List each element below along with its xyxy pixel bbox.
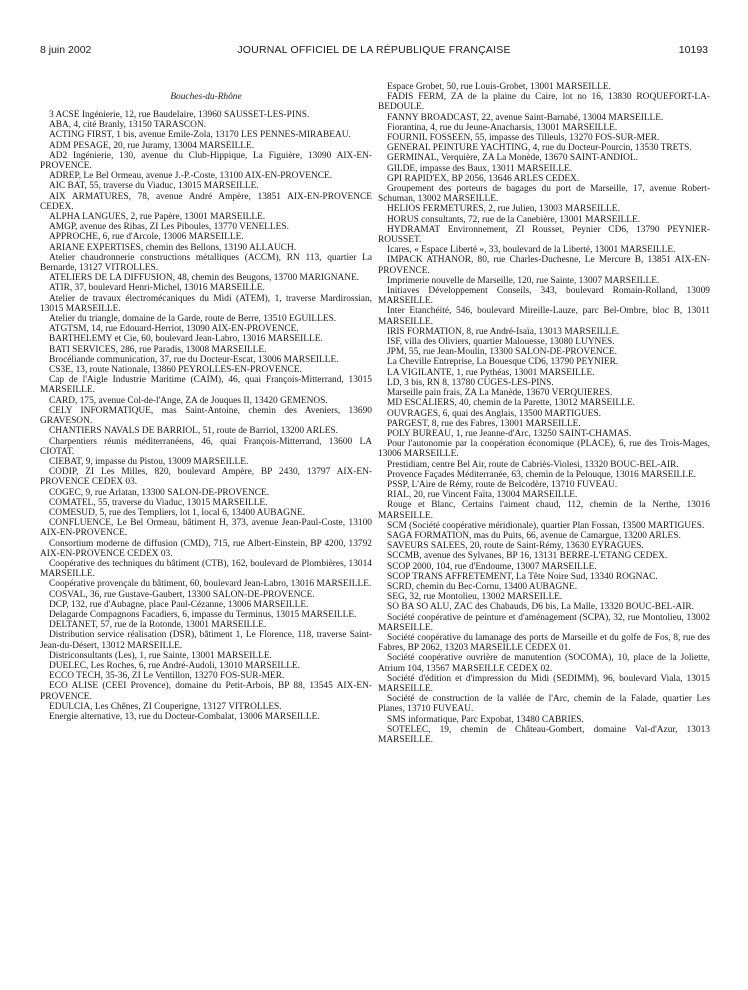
list-item: Initiaves Développement Conseils, 343, boulevard Romain-Rolland, 13009 MARSEILLE. [378,286,710,307]
list-item: DELTANET, 57, rue de la Rotonde, 13001 MARSEILLE. [49,620,267,631]
list-item: SOTELEC, 19, chemin de Château-Gombert, domaine Val-d'Azur, 13013 MARSEILLE. [378,724,710,745]
list-item: COMATEL, 55, traverse du Viaduc, 13015 MARSEILLE. [49,497,268,508]
list-item: ATIR, 37, boulevard Henri-Michel, 13016 MARSEILLE. [49,283,265,294]
list-item: SCCMB, avenue des Sylvanes, BP 16, 13131 BERRE-L'ETANG CEDEX. [387,551,668,562]
list-item: Consortium moderne de diffusion (CMD), 715, rue Albert-Einstein, BP 4200, 13792 AIX-EN-PROVENCE CEDEX 03. [40,538,372,559]
list-item: BATI SERVICES, 286, rue Paradis, 13008 MARSEILLE. [49,344,267,355]
list-item: Rouge et Blanc, Certains l'aiment chaud, 112, chemin de la Nerthe, 13016 MARSEILLE. [378,500,710,521]
list-item: DCP, 132, rue d'Aubagne, place Paul-Cézanne, 13006 MARSEILLE. [49,599,309,610]
list-item: ATELIERS DE LA DIFFUSION, 48, chemin des Beugons, 13700 MARIGNANE. [49,273,360,284]
list-item: Energie alternative, 13, rue du Docteur-Combalat, 13006 MARSEILLE. [49,711,320,722]
list-item: Atelier du triangle, domaine de la Garde, route de Berre, 13510 EGUILLES. [49,314,337,325]
list-item: 3 ACSE Ingénierie, 12, rue Baudelaire, 13960 SAUSSET-LES-PINS. [49,110,310,120]
list-item: ALPHA LANGUES, 2, rue Papère, 13001 MARSEILLE. [49,212,266,223]
list-item: Charpentiers réunis méditerranéens, 46, quai François-Mitterrand, 13600 LA CIOTAT. [40,436,372,457]
list-item: ABA, 4, cité Branly, 13150 TARASCON. [49,120,207,131]
list-item: HORUS consultants, 72, rue de la Canebière, 13001 MARSEILLE. [387,214,641,225]
list-item: SAVEURS SALEES, 20, route de Saint-Rémy, 13630 EYRAGUES. [387,541,644,552]
list-item: CIEBAT, 9, impasse du Pistou, 13009 MARSEILLE. [49,456,249,467]
list-item: GILDE, impasse des Baux, 13011 MARSEILLE. [387,163,573,174]
list-item: AIX ARMATURES, 78, avenue André Ampère, 13851 AIX-EN-PROVENCE CEDEX. [40,191,372,212]
list-item: AIC BAT, 55, traverse du Viaduc, 13015 MARSEILLE. [49,181,259,192]
list-item: ADREP, Le Bel Ormeau, avenue J.-P.-Coste, 13100 AIX-EN-PROVENCE. [49,171,333,182]
list-item: Pour l'autonomie par la coopération économique (PLACE), 6, rue des Trois-Mages, 13006 MARSEILLE. [378,439,710,460]
list-item: POLY BUREAU, 1, rue Jeanne-d'Arc, 13250 SAINT-CHAMAS. [387,428,632,439]
list-item: Société de construction de la vallée de l'Arc, chemin de la Falade, quartier Les Planes, 13710 FUVEAU. [378,694,710,715]
left-column [40,92,372,722]
list-item: SMS informatique, Parc Expobat, 13480 CABRIES. [387,714,584,725]
left-entry-list [40,110,372,722]
header-date: 8 juin 2002 [40,44,92,56]
list-item: Brocéliande communication, 37, rue du Docteur-Escat, 13006 MARSEILLE. [49,354,339,365]
list-item: SCOP 2000, 104, rue d'Endoume, 13007 MARSEILLE. [387,561,597,572]
list-item: SAGA FORMATION, mas du Puits, 66, avenue de Camargue, 13200 ARLES. [387,530,681,541]
list-item: JPM, 55, rue Jean-Moulin, 13300 SALON-DE-PROVENCE. [387,347,617,358]
list-item: Société coopérative ouvrière de manutention (SOCOMA), 10, place de la Joliette, Atrium 104, 13567 MARSEILLE CEDEX 02. [378,653,710,674]
list-item: ACTING FIRST, 1 bis, avenue Emile-Zola, 13170 LES PENNES-MIRABEAU. [49,130,351,141]
list-item: GENERAL PEINTURE YACHTING, 4, rue du Docteur-Pourcin, 13530 TRETS. [387,143,692,154]
list-item: Inter Etanchéité, 546, boulevard Mireille-Lauze, parc Bel-Ombre, bloc B, 13011 MARSEILLE. [378,306,710,327]
list-item: MD ESCALIERS, 40, chemin de la Parette, 13012 MARSEILLE. [387,398,635,409]
list-item: GERMINAL, Verquière, ZA La Monède, 13670 SAINT-ANDIOL. [387,153,638,164]
list-item: CARD, 175, avenue Col-de-l'Ange, ZA de Jouques II, 13420 GEMENOS. [49,395,328,406]
list-item: Distribution service réalisation (DSR), bâtiment 1, Le Florence, 118, traverse Saint-Jean-du-Désert, 13012 MARSEILLE. [40,630,372,651]
list-item: LD, 3 bis, RN 8, 13780 CUGES-LES-PINS. [387,377,554,388]
list-item: COSVAL, 36, rue Gustave-Gaubert, 13300 SALON-DE-PROVENCE. [49,589,315,600]
list-item: Coopérative des techniques du bâtiment (CTB), 162, boulevard de Plombières, 13014 MARSEILLE. [40,558,372,580]
list-item: Société coopérative de peinture et d'aménagement (SCPA), 32, rue Montolieu, 13002 MARSEILLE. [378,612,710,633]
list-item: Districonsultants (Les), 1, rue Sainte, 13001 MARSEILLE. [49,650,272,661]
list-item: HYDRAMAT Environnement, ZI Rousset, Peynier CD6, 13790 PEYNIER-ROUSSET. [378,224,710,246]
list-item: Marseille pain frais, ZA La Manède, 13670 VERQUIERES. [387,388,613,399]
list-item: Société d'édition et d'impression du Midi (SEDIMM), 96, boulevard Viala, 13015 MARSEILLE. [378,673,710,694]
list-item: SO BA SO ALU, ZAC des Chabauds, D6 bis, La Malle, 13320 BOUC-BEL-AIR. [387,602,695,613]
list-item: OUVRAGES, 6, quai des Anglais, 13500 MARTIGUES. [387,408,602,419]
list-item: Société coopérative du lamanage des ports de Marseille et du golfe de Fos, 8, rue des Fabres, BP 2062, 13203 MARSEILLE CEDEX 01. [378,632,710,654]
list-item: ECO ALISE (CEEI Provence), domaine du Petit-Arbois, BP 88, 13545 AIX-EN-PROVENCE. [40,681,372,702]
list-item: CELY INFORMATIQUE, mas Saint-Antoine, chemin des Aveniers, 13690 GRAVESON. [40,405,372,427]
list-item: FADIS FERM, ZA de la plaine du Caire, lot no 16, 13830 ROQUEFORT-LA-BEDOULE. [378,92,710,113]
list-item: EDULCIA, Les Chênes, ZI Couperigne, 13127 VITROLLES. [49,701,282,712]
right-entry-list [378,82,710,745]
list-item: PSSP, L'Aire de Rémy, route de Belcodère, 13710 FUVEAU. [387,479,618,490]
page-header [40,44,708,60]
list-item: FOURNIL FOSSEEN, 55, impasse des Tilleuls, 13270 FOS-SUR-MER. [387,133,660,144]
list-item: ADM PESAGE, 20, rue Juramy, 13004 MARSEILLE. [49,140,255,151]
list-item: ARIANE EXPERTISES, chemin des Bellons, 13190 ALLAUCH. [49,242,297,253]
list-item: LA VIGILANTE, 1, rue Pythéas, 13001 MARSEILLE. [387,367,595,378]
list-item: CODIP, ZI Les Milles, 820, boulevard Ampère, BP 2430, 13797 AIX-EN-PROVENCE CEDEX 03. [40,467,372,488]
list-item: ECCO TECH, 35-36, ZI Le Ventillon, 13270 FOS-SUR-MER. [49,671,285,682]
list-item: AD2 Ingénierie, 130, avenue du Club-Hippique, La Figuière, 13090 AIX-EN-PROVENCE. [40,150,372,172]
list-item: BARTHELEMY et Cie, 60, boulevard Jean-Labro, 13016 MARSEILLE. [49,334,323,345]
section-title: Bouches-du-Rhône [170,92,242,102]
list-item: ATGTSM, 14, rue Edouard-Herriot, 13090 AIX-EN-PROVENCE. [49,324,299,335]
list-item: Icares, « Espace Liberté », 33, boulevard de la Liberté, 13001 MARSEILLE. [387,245,676,256]
list-item: AMGP, avenue des Ribas, ZI Les Piboules, 13770 VENELLES. [49,222,289,233]
list-item: ISF, villa des Oliviers, quartier Malouesse, 13080 LUYNES. [387,337,615,348]
list-item: Provence Façades Méditerranée, 63, chemin de la Pelouque, 13016 MARSEILLE. [387,469,697,480]
list-item: CHANTIERS NAVALS DE BARRIOL, 51, route de Barriol, 13200 ARLES. [49,426,338,437]
list-item: Delagarde Compagnons Facadiers, 6, impasse du Terminus, 13015 MARSEILLE. [49,609,357,620]
list-item: Atelier de travaux électromécaniques du Midi (ATEM), 1, traverse Mardirossian, 13015 MARSEILLE. [40,293,372,314]
header-page-number: 10193 [678,44,708,56]
list-item: PARGEST, 8, rue des Fabres, 13001 MARSEILLE. [387,418,581,429]
list-item: Prestidiam, centre Bel Air, route de Cabriès-Violesi, 13320 BOUC-BEL-AIR. [387,459,679,470]
list-item: Imprimerie nouvelle de Marseille, 120, rue Sainte, 13007 MARSEILLE. [387,275,660,286]
list-item: Atelier chaudronnerie constructions métalliques (ACCM), RN 113, quartier La Bernarde, 13127 VITROLLES. [40,252,372,274]
list-item: FANNY BROADCAST, 22, avenue Saint-Barnabé, 13004 MARSEILLE. [387,112,664,123]
list-item: IMPACK ATHANOR, 80, rue Charles-Duchesne, Le Mercure B, 13851 AIX-EN-PROVENCE. [378,255,710,276]
list-item: Cap de l'Aigle Industrie Maritime (CAIM), 46, quai François-Mitterrand, 13015 MARSEILLE. [40,375,372,396]
list-item: Groupement des porteurs de bagages du port de Marseille, 17, avenue Robert-Schuman, 13002 MARSEILLE. [378,184,710,205]
list-item: SEG, 32, rue Montolieu, 13002 MARSEILLE. [387,592,563,603]
list-item: Coopérative provençale du bâtiment, 60, boulevard Jean-Labro, 13016 MARSEILLE. [49,579,372,590]
list-item: COMESUD, 5, rue des Templiers, lot 1, local 6, 13400 AUBAGNE. [49,507,305,518]
list-item: RIAL, 20, rue Vincent Faïta, 13004 MARSEILLE. [387,490,578,501]
list-item: GPI RAPID'EX, BP 2056, 13646 ARLES CEDEX. [387,173,580,184]
list-item: CONFLUENCE, Le Bel Ormeau, bâtiment H, 373, avenue Jean-Paul-Coste, 13100 AIX-EN-PROVENCE. [40,518,372,539]
list-item: APPROCHE, 6, rue d'Arcole, 13006 MARSEILLE. [49,232,244,243]
list-item: CS3E, 13, route Nationale, 13860 PEYROLLES-EN-PROVENCE. [49,365,302,376]
list-item: IRIS FORMATION, 8, rue André-Isaïa, 13013 MARSEILLE. [387,326,620,337]
right-column [378,82,710,745]
list-item: Espace Grobet, 50, rue Louis-Grobet, 13001 MARSEILLE. [387,82,611,92]
list-item: La Cheville Entreprise, La Bouesque CD6, 13790 PEYNIER. [387,357,619,368]
list-item: SCRD, chemin du Bec-Cornu, 13400 AUBAGNE. [387,581,578,592]
list-item: Fiorantina, 4, rue du Jeune-Anacharsis, 13001 MARSEILLE. [387,122,618,133]
header-title: JOURNAL OFFICIEL DE LA RÉPUBLIQUE FRANÇAISE [237,44,511,56]
list-item: COGEC, 9, rue Arlatan, 13300 SALON-DE-PROVENCE. [49,487,270,498]
list-item: SCOP TRANS AFFRETEMENT, La Tête Noire Sud, 13340 ROGNAC. [387,571,658,582]
list-item: DUELEC, Les Roches, 6, rue André-Audoli, 13010 MARSEILLE. [49,660,301,671]
list-item: HELIOS FERMETURES, 2, rue Julien, 13003 MARSEILLE. [387,204,620,215]
list-item: SCM (Société coopérative méridionale), quartier Plan Fossan, 13500 MARTIGUES. [387,520,705,531]
